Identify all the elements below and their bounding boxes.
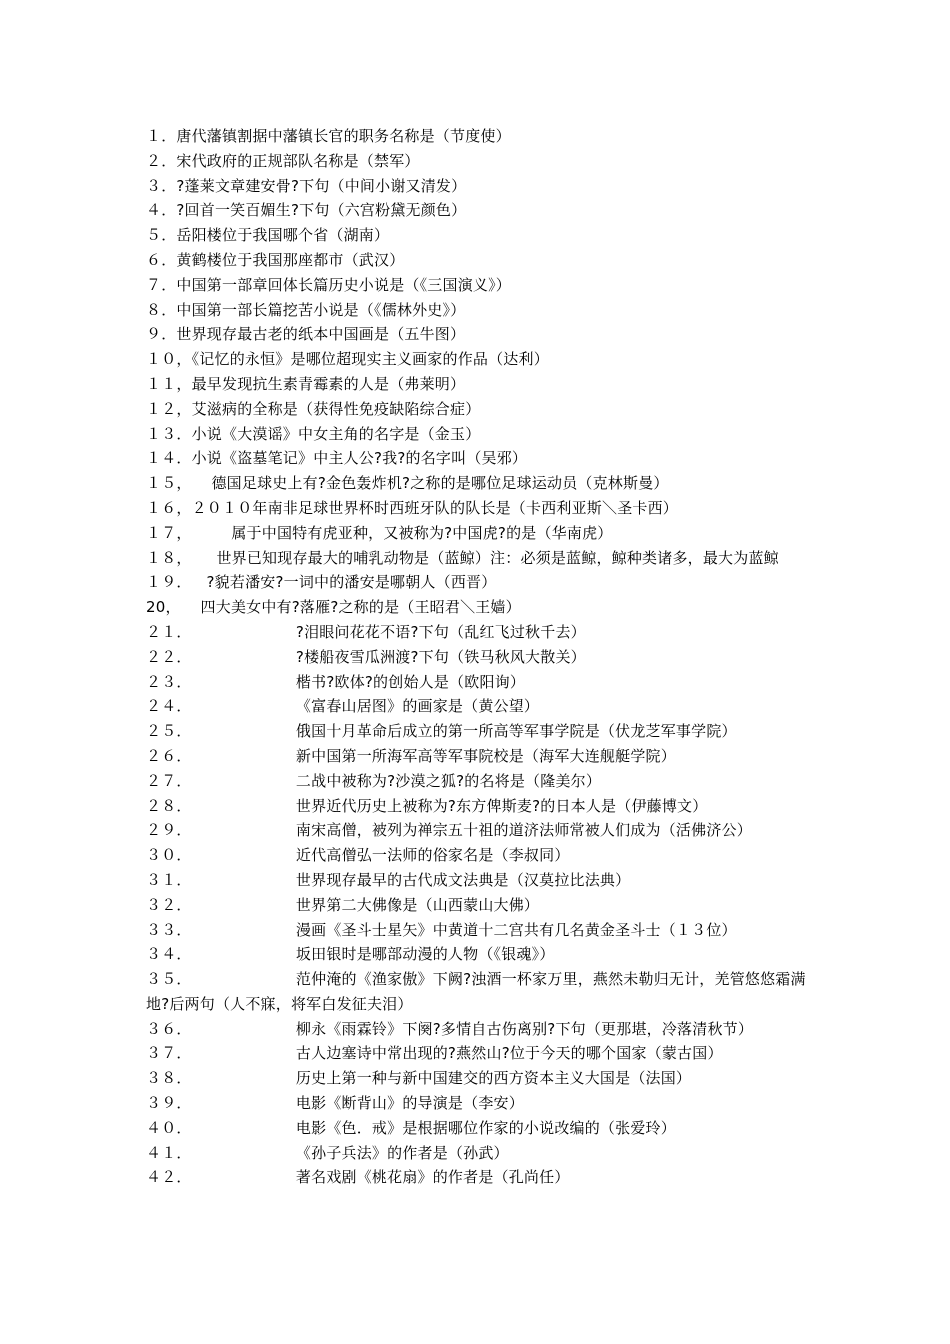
quiz-line: １８， 世界已知现存最大的哺乳动物是（蓝鲸）注：必须是蓝鲸，鲸种类诸多，最大为蓝鲸: [146, 548, 779, 567]
quiz-line: １．唐代藩镇割据中藩镇长官的职务名称是（节度使）: [146, 127, 511, 145]
quiz-line: ８．中国第一部长篇挖苦小说是（《儒林外史》）: [146, 300, 466, 319]
quiz-line: ３０． 近代高僧弘一法师的俗家名是（李叔同）: [146, 846, 570, 865]
quiz-line: ４２． 著名戏剧《桃花扇》的作者是（孔尚任）: [146, 1168, 570, 1187]
quiz-line: ３５． 范仲淹的《渔家傲》下阙?浊酒一杯家万里，燕然未勒归无计，羌管悠悠霜满地?后两句（人不寐，将军白发征夫泪）: [146, 970, 806, 1013]
quiz-line: １５， 德国足球史上有?金色轰炸机?之称的是哪位足球运动员（克林斯曼）: [146, 474, 669, 493]
quiz-line: ２９． 南宋高僧，被列为禅宗五十祖的道济法师常被人们成为（活佛济公）: [146, 821, 752, 840]
quiz-line: ２３． 楷书?欧体?的创始人是（欧阳询）: [146, 672, 526, 691]
quiz-line: １０，《记忆的永恒》是哪位超现实主义画家的作品（达利）: [146, 350, 549, 369]
quiz-line: ２．宋代政府的正规部队名称是（禁军）: [146, 151, 420, 170]
quiz-line: １４．小说《盗墓笔记》中主人公?我?的名字叫（吴邪）: [146, 449, 528, 468]
quiz-line: ３４． 坂田银时是哪部动漫的人物（《银魂》）: [146, 945, 555, 964]
quiz-line: ３７． 古人边塞诗中常出现的?燕然山?位于今天的哪个国家（蒙古国）: [146, 1044, 723, 1063]
quiz-line: ３３． 漫画《圣斗士星矢》中黄道十二宫共有几名黄金圣斗士（１３位）: [146, 920, 737, 939]
quiz-line: ５．岳阳楼位于我国哪个省（湖南）: [146, 226, 390, 245]
quiz-line: ４０． 电影《色．戒》是根据哪位作家的小说改编的（张爱玲）: [146, 1118, 676, 1137]
quiz-line: ２７． 二战中被称为?沙漠之狐?的名将是（隆美尔）: [146, 771, 602, 790]
quiz-line: １６，２０１０年南非足球世界杯时西班牙队的队长是（卡西利亚斯＼圣卡西）: [146, 498, 679, 517]
quiz-line: ３９． 电影《断背山》的导演是（李安）: [146, 1094, 524, 1113]
quiz-line: ４１． 《孙子兵法》的作者是（孙武）: [146, 1143, 509, 1162]
quiz-line: ３８． 历史上第一种与新中国建交的西方资本主义大国是（法国）: [146, 1069, 692, 1088]
quiz-line: ３．?蓬莱文章建安骨?下句（中间小谢又清发）: [146, 176, 467, 195]
quiz-line: １１，最早发现抗生素青霉素的人是（弗莱明）: [146, 374, 466, 393]
quiz-line: ６．黄鹤楼位于我国那座都市（武汉）: [146, 250, 405, 269]
quiz-line: 20， 四大美女中有?落雁?之称的是（王昭君＼王嫱）: [146, 598, 521, 617]
document-body: [146, 124, 818, 1190]
quiz-line: ２１． ?泪眼问花花不语?下句（乱红飞过秋千去）: [146, 622, 586, 641]
quiz-line: １３．小说《大漠谣》中女主角的名字是（金玉）: [146, 424, 481, 443]
quiz-line: ３６． 柳永《雨霖铃》下阕?多情自古伤离别?下句（更那堪，冷落清秋节）: [146, 1019, 754, 1038]
quiz-line: ７．中国第一部章回体长篇历史小说是（《三国演义》）: [146, 275, 512, 294]
quiz-line: ４．?回首一笑百媚生?下句（六宫粉黛无颜色）: [146, 201, 467, 220]
quiz-line: ３１． 世界现存最早的古代成文法典是（汉莫拉比法典）: [146, 870, 631, 889]
quiz-line: ２８． 世界近代历史上被称为?东方俾斯麦?的日本人是（伊藤博文）: [146, 796, 708, 815]
quiz-line: ２４． 《富春山居图》的画家是（黄公望）: [146, 697, 540, 716]
quiz-line: １７， 属于中国特有虎亚种，又被称为?中国虎?的是（华南虎）: [146, 523, 613, 542]
quiz-line: ２２． ?楼船夜雪瓜洲渡?下句（铁马秋风大散关）: [146, 647, 586, 666]
quiz-line: ９．世界现存最古老的纸本中国画是（五牛图）: [146, 325, 466, 344]
quiz-line: １９． ?貌若潘安?一词中的潘安是哪朝人（西晋）: [146, 573, 497, 592]
quiz-line: ３２． 世界第二大佛像是（山西蒙山大佛）: [146, 895, 540, 914]
quiz-line: ２６． 新中国第一所海军高等军事院校是（海军大连舰艇学院）: [146, 746, 676, 765]
quiz-line: １２，艾滋病的全称是（获得性免疫缺陷综合症）: [146, 399, 481, 418]
quiz-line: ２５． 俄国十月革命后成立的第一所高等军事学院是（伏龙芝军事学院）: [146, 722, 737, 741]
